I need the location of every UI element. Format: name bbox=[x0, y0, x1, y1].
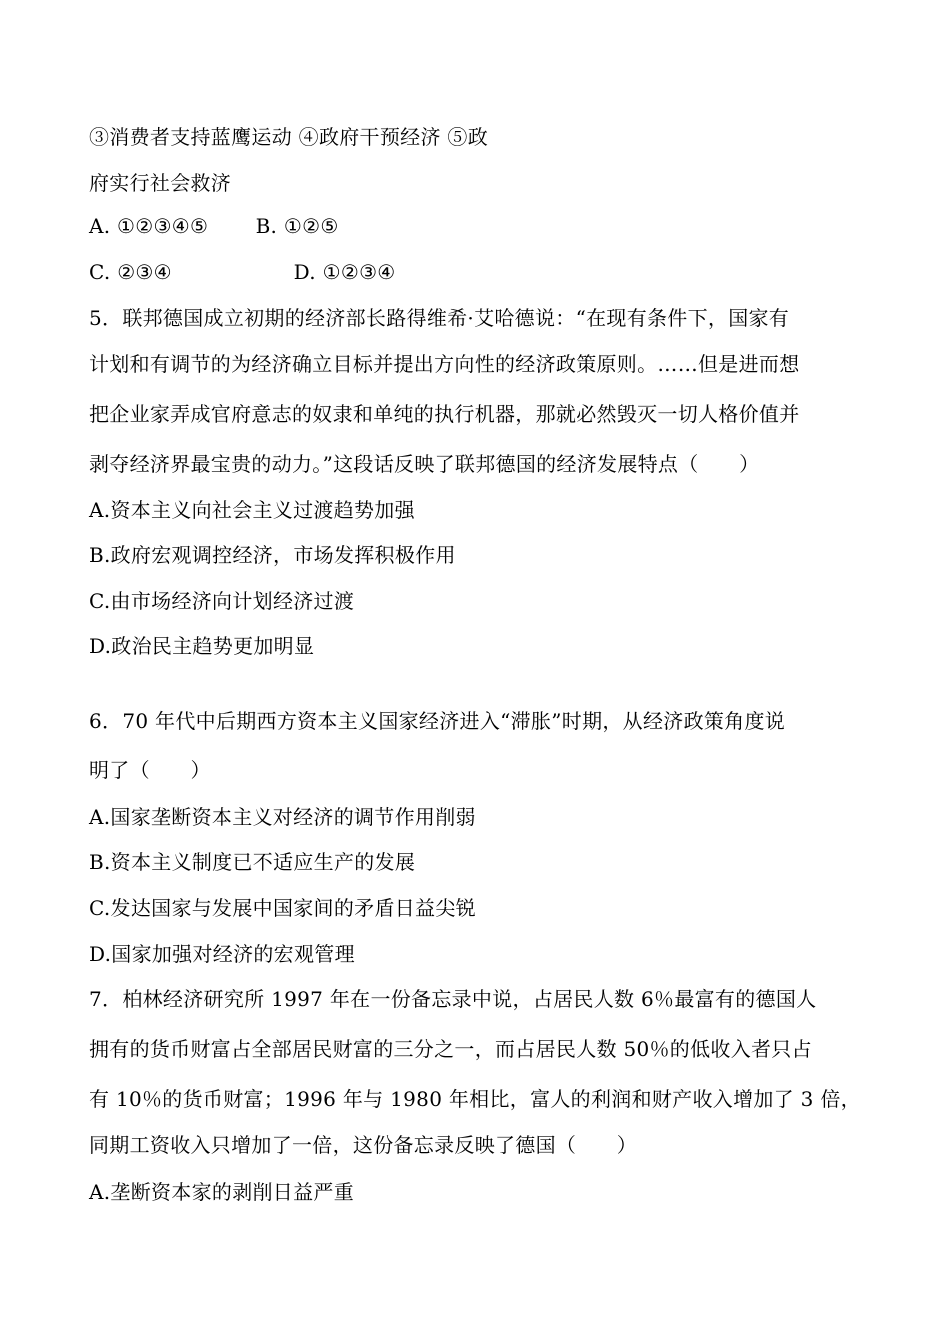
q7-option-a: A.垄断资本家的剥削日益严重 bbox=[89, 1180, 355, 1204]
q6-option-c: C.发达国家与发展中国家间的矛盾日益尖锐 bbox=[89, 896, 476, 920]
q4-options-row-1 bbox=[89, 212, 339, 240]
q6-option-a: A.国家垄断资本主义对经济的调节作用削弱 bbox=[89, 805, 476, 829]
q5-stem-line-3: 把企业家弄成官府意志的奴隶和单纯的执行机器，那就必然毁灭一切人格价值并 bbox=[89, 402, 800, 426]
q4-option-c: C. ②③④ bbox=[89, 260, 172, 284]
q4-option-a: A. ①②③④⑤ bbox=[89, 214, 209, 238]
q5-stem-line-4: 剥夺经济界最宝贵的动力。”这段话反映了联邦德国的经济发展特点（ ） bbox=[89, 452, 760, 476]
q5-option-c: C.由市场经济向计划经济过渡 bbox=[89, 589, 355, 613]
q7-stem-line-2: 拥有的货币财富占全部居民财富的三分之一，而占居民人数 50％的低收入者只占 bbox=[89, 1037, 812, 1061]
q7-stem-line-1: 7．柏林经济研究所 1997 年在一份备忘录中说，占居民人数 6％最富有的德国人 bbox=[89, 987, 817, 1011]
q6-option-d: D.国家加强对经济的宏观管理 bbox=[89, 942, 355, 966]
q6-option-b: B.资本主义制度已不适应生产的发展 bbox=[89, 850, 416, 874]
q4-option-b: B. ①②⑤ bbox=[255, 214, 339, 238]
q4-statement-line-2: 府实行社会救济 bbox=[89, 171, 232, 195]
q6-stem-line-2: 明了（ ） bbox=[89, 758, 211, 782]
q4-option-d: D. ①②③④ bbox=[293, 260, 396, 284]
q4-options-row-2 bbox=[89, 258, 396, 286]
q7-stem-line-4: 同期工资收入只增加了一倍，这份备忘录反映了德国（ ） bbox=[89, 1133, 638, 1157]
q5-option-a: A.资本主义向社会主义过渡趋势加强 bbox=[89, 498, 415, 522]
q7-stem-line-3: 有 10％的货币财富；1996 年与 1980 年相比，富人的利润和财产收入增加了 3 倍， bbox=[89, 1087, 861, 1111]
q5-stem-line-2: 计划和有调节的为经济确立目标并提出方向性的经济政策原则。……但是进而想 bbox=[89, 352, 800, 376]
q5-option-b: B.政府宏观调控经济，市场发挥积极作用 bbox=[89, 543, 456, 567]
q5-option-d: D.政治民主趋势更加明显 bbox=[89, 634, 315, 658]
q6-stem-line-1: 6．70 年代中后期西方资本主义国家经济进入“滞胀”时期，从经济政策角度说 bbox=[89, 709, 786, 733]
q4-statement-line-1: ③消费者支持蓝鹰运动 ④政府干预经济 ⑤政 bbox=[89, 125, 489, 149]
q5-stem-line-1: 5．联邦德国成立初期的经济部长路得维希·艾哈德说：“在现有条件下，国家有 bbox=[89, 306, 790, 330]
